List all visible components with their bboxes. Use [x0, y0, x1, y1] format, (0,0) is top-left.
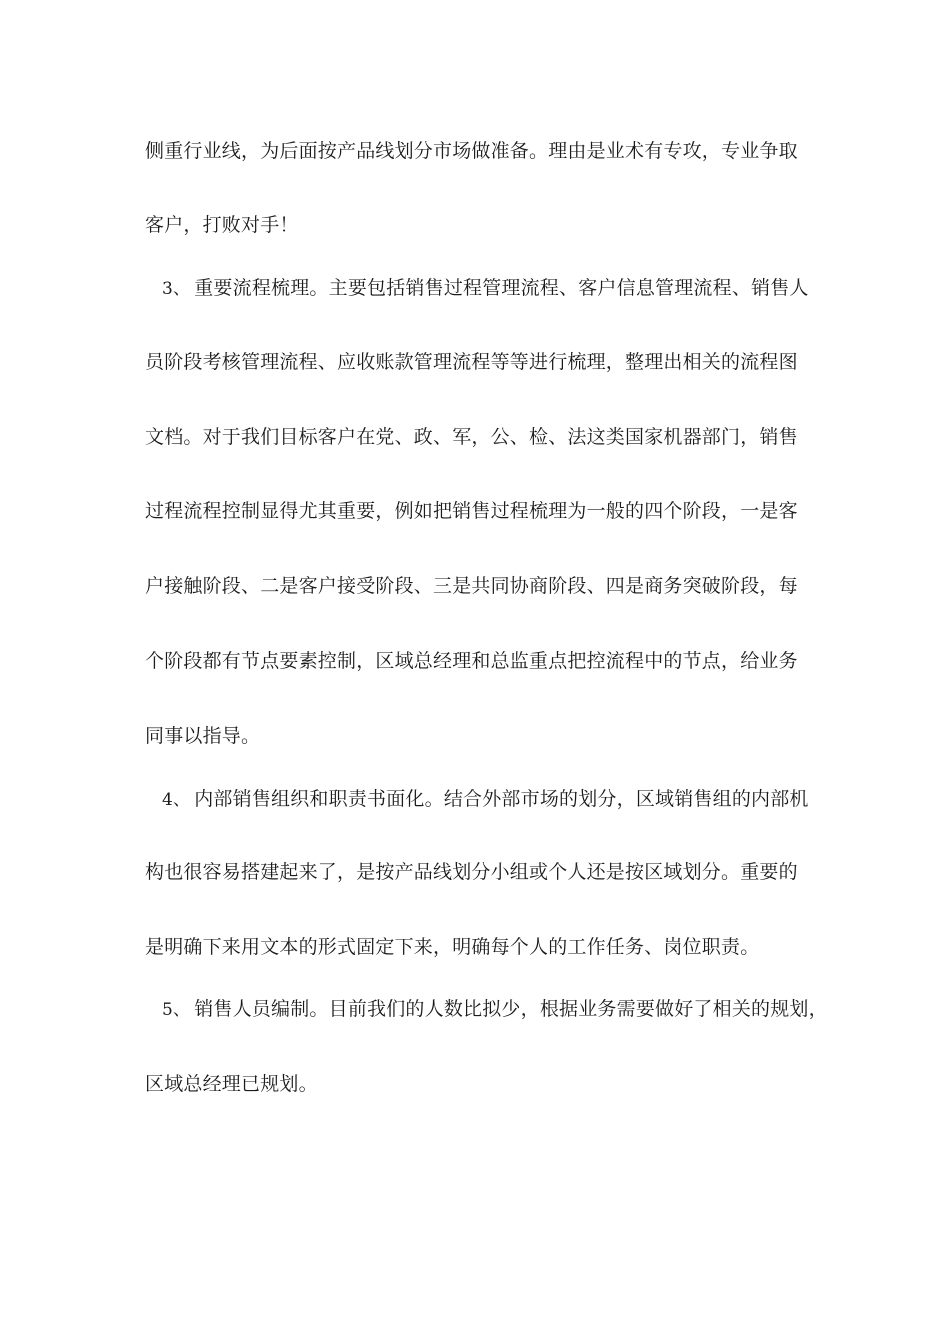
item-number: 5、 [162, 1000, 191, 1020]
item-number: 3、 [162, 279, 191, 299]
paragraph-line: 个阶段都有节点要素控制，区域总经理和总监重点把控流程中的节点，给业务 [145, 650, 798, 672]
paragraph-line: 过程流程控制显得尤其重要，例如把销售过程梳理为一般的四个阶段，一是客 [145, 500, 798, 522]
paragraph-line: 客户，打败对手！ [145, 214, 299, 236]
numbered-paragraph-line [162, 276, 809, 301]
paragraph-line: 文档。对于我们目标客户在党、政、军，公、检、法这类国家机器部门，销售 [145, 426, 798, 448]
paragraph-line: 同事以指导。 [145, 725, 261, 747]
paragraph-text: 内部销售组织和职责书面化。结合外部市场的划分，区域销售组的内部机 [194, 788, 809, 810]
paragraph-text: 重要流程梳理。主要包括销售过程管理流程、客户信息管理流程、销售人 [194, 277, 809, 299]
paragraph-line: 员阶段考核管理流程、应收账款管理流程等等进行梳理，整理出相关的流程图 [145, 351, 798, 373]
paragraph-line: 区域总经理已规划。 [145, 1073, 318, 1095]
paragraph-text: 销售人员编制。目前我们的人数比拟少，根据业务需要做好了相关的规划， [194, 998, 828, 1020]
paragraph-line: 构也很容易搭建起来了，是按产品线划分小组或个人还是按区域划分。重要的 [145, 861, 798, 883]
paragraph-line: 是明确下来用文本的形式固定下来，明确每个人的工作任务、岗位职责。 [145, 936, 760, 958]
numbered-paragraph-line [162, 997, 828, 1022]
paragraph-line: 侧重行业线，为后面按产品线划分市场做准备。理由是业术有专攻，专业争取 [145, 140, 798, 162]
numbered-paragraph-line [162, 787, 809, 812]
item-number: 4、 [162, 790, 191, 810]
paragraph-line: 户接触阶段、二是客户接受阶段、三是共同协商阶段、四是商务突破阶段，每 [145, 575, 798, 597]
